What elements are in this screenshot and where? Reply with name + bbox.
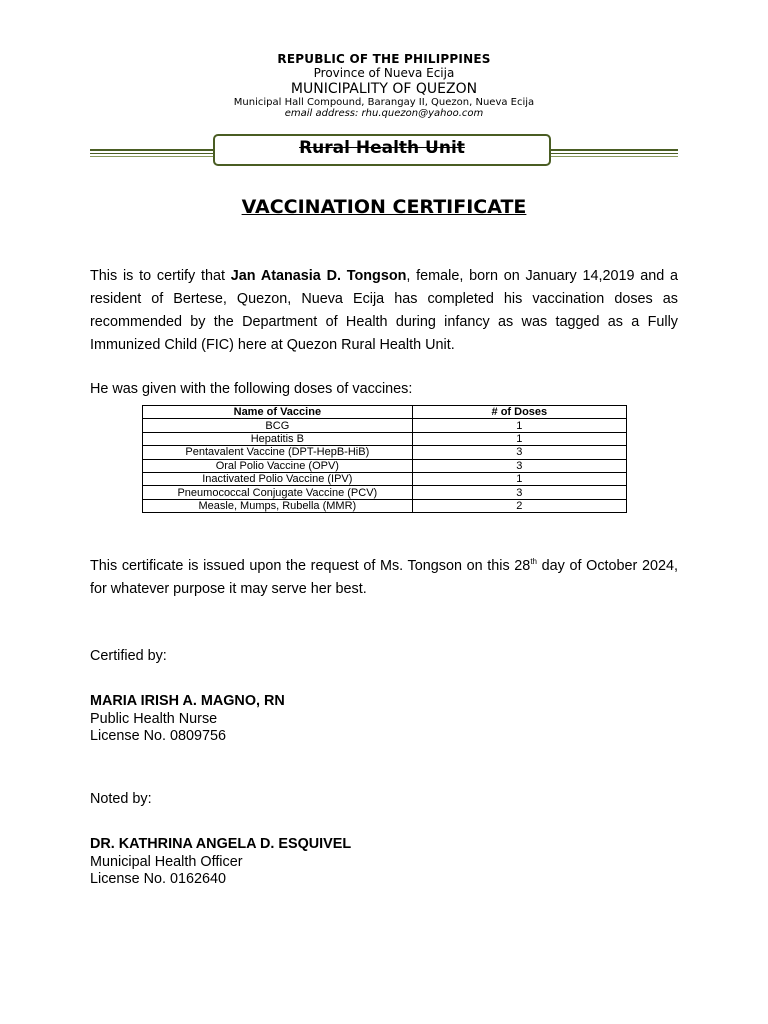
certifier-license: License No. 0809756 [90,728,227,744]
issuance-paragraph [90,555,678,601]
dose-count-cell: 1 [412,432,626,445]
ordinal-suffix: th [530,557,537,567]
dose-count-cell: 2 [412,499,626,512]
vaccine-name-cell: Oral Polio Vaccine (OPV) [143,459,413,472]
certified-by-label: Certified by: [90,648,167,664]
vaccine-intro-text: He was given with the following doses of vaccines: [90,381,413,397]
paragraph-text: day of October 2024, for whatever purpose it may serve her best. [90,558,678,597]
letterhead-address: Municipal Hall Compound, Barangay II, Quezon, Nueva Ecija [233,97,535,108]
paragraph-text: This is to certify that [90,268,231,284]
paragraph-text: , female, born on January 14,2019 and a resident of Bertese, Quezon, Nueva Ecija has completed his vaccination doses as recommended by the Department of Health during infancy as was tagged as a Fully Immunized Child (FIC) here at Quezon Rural Health Unit. [90,268,679,353]
vaccine-name-cell: Measle, Mumps, Rubella (MMR) [143,499,413,512]
table-row [143,432,627,445]
vaccine-name-cell: Hepatitis B [143,432,413,445]
certifier-name: MARIA IRISH A. MAGNO, RN [90,693,285,709]
certification-paragraph [90,265,678,357]
vaccine-name-cell: Pneumococcal Conjugate Vaccine (PCV) [143,486,413,499]
letterhead-email: email address: rhu.quezon@yahoo.com [284,108,484,119]
table-row [143,419,627,432]
vaccine-table [142,405,627,513]
column-header-vaccine: Name of Vaccine [143,406,413,419]
table-row [143,459,627,472]
noter-position: Municipal Health Officer [90,854,243,870]
table-row [143,446,627,459]
dose-count-cell: 1 [412,472,626,485]
table-row [143,472,627,485]
column-header-doses: # of Doses [412,406,626,419]
noter-license: License No. 0162640 [90,871,227,887]
table-row [143,499,627,512]
patient-name: Jan Atanasia D. Tongson [230,268,407,284]
letterhead-republic: REPUBLIC OF THE PHILIPPINES [277,52,491,66]
paragraph-text: This certificate is issued upon the request of Ms. Tongson on this 28 [90,558,531,574]
noted-by-label: Noted by: [90,791,152,807]
vaccine-name-cell: BCG [143,419,413,432]
letterhead-province: Province of Nueva Ecija [313,66,455,80]
table-header-row [143,406,627,419]
dose-count-cell: 3 [412,486,626,499]
noter-name: DR. KATHRINA ANGELA D. ESQUIVEL [90,836,352,852]
unit-banner-title: Rural Health Unit [299,138,465,158]
table-row [143,486,627,499]
letterhead-municipality: MUNICIPALITY OF QUEZON [290,81,478,97]
dose-count-cell: 3 [412,459,626,472]
vaccine-name-cell: Pentavalent Vaccine (DPT-HepB-HiB) [143,446,413,459]
dose-count-cell: 3 [412,446,626,459]
certifier-position: Public Health Nurse [90,711,218,727]
certificate-title: VACCINATION CERTIFICATE [241,196,527,218]
dose-count-cell: 1 [412,419,626,432]
vaccine-name-cell: Inactivated Polio Vaccine (IPV) [143,472,413,485]
